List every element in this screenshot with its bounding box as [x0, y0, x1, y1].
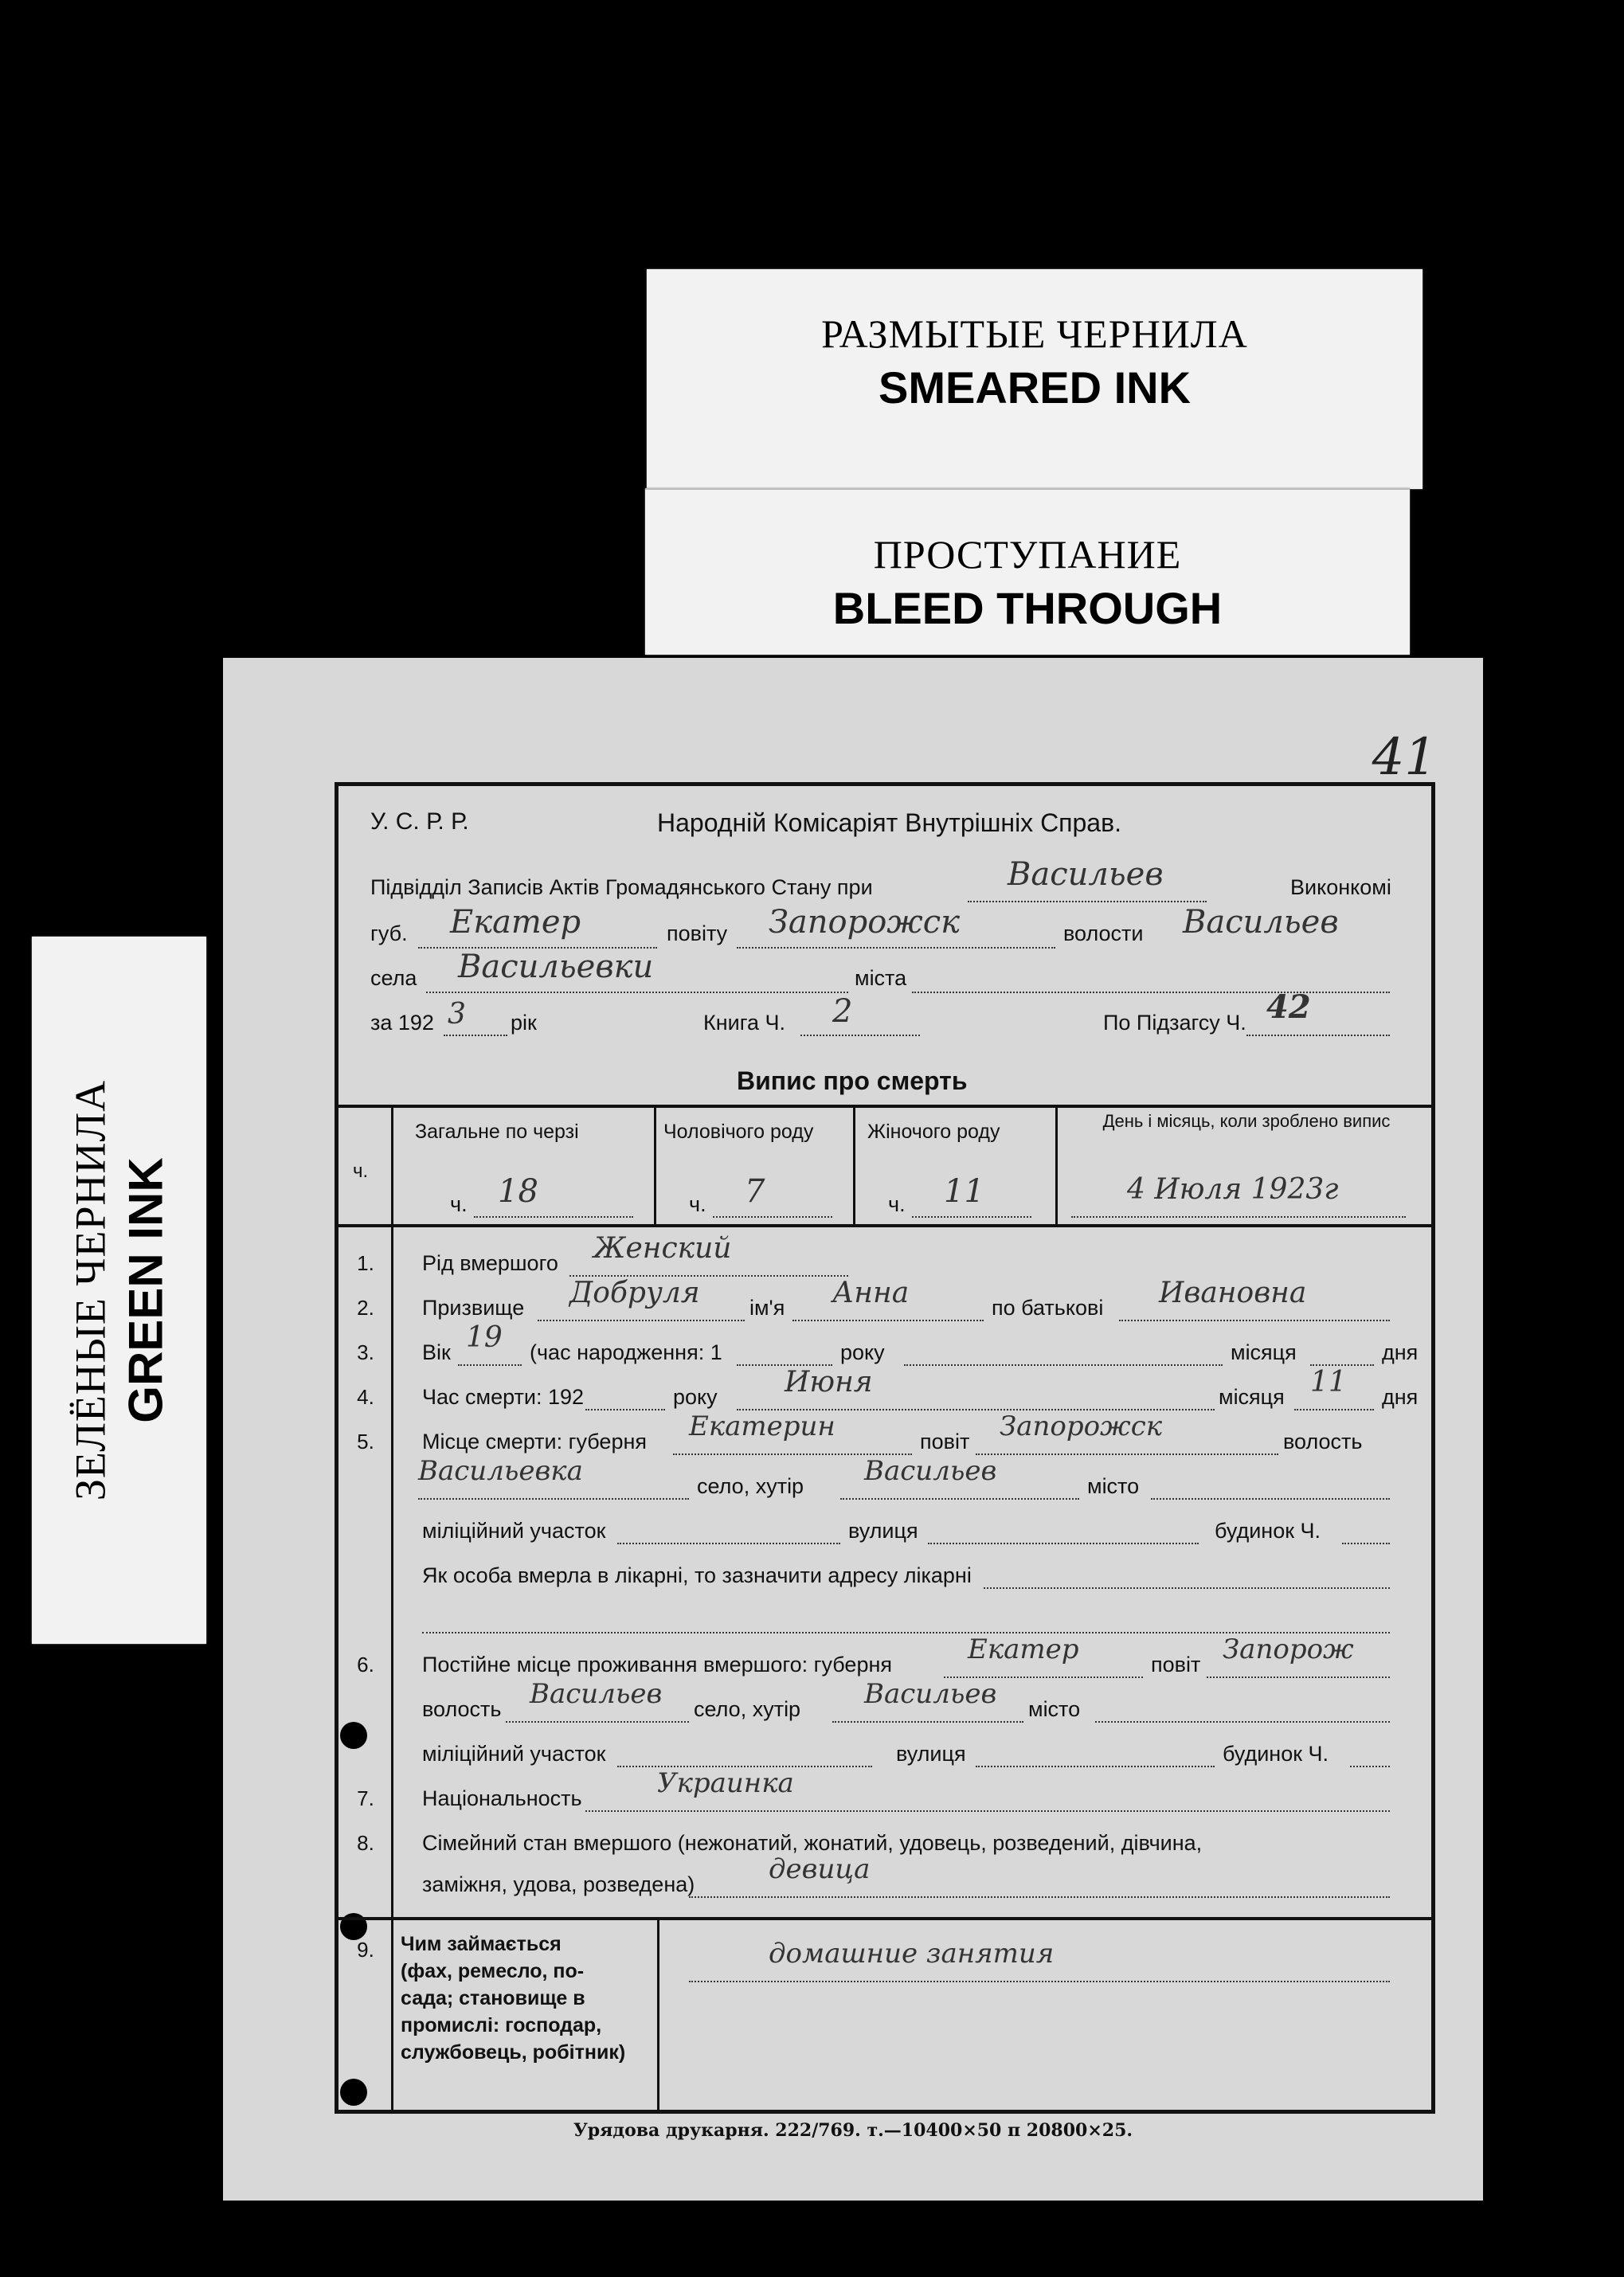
- row5-place-label: Місце смерти: губерня: [422, 1430, 647, 1453]
- female-value: 11: [944, 1173, 984, 1210]
- table-col-date: День і місяць, коли зроблено випис: [1102, 1111, 1391, 1131]
- row6-street-label: вулиця: [896, 1742, 966, 1766]
- form-frame: [335, 782, 1435, 2114]
- volost-label: волости: [1063, 921, 1144, 945]
- row8-marital-label-cont: заміжня, удова, розведена): [422, 1872, 695, 1896]
- selo-value: Васильевки: [458, 949, 654, 985]
- row-number: 4.: [357, 1385, 374, 1409]
- row3-day-label: дня: [1382, 1340, 1419, 1364]
- row5-village-label: село, хутір: [697, 1474, 804, 1498]
- row9-line2: (фах, ремесло, по-: [401, 1960, 585, 1982]
- row4-day-label: дня: [1382, 1385, 1419, 1409]
- row5-city-label: місто: [1087, 1474, 1140, 1498]
- year-digit-value: 3: [448, 998, 466, 1031]
- volost-value: Васильев: [1183, 904, 1339, 941]
- povit-value: Запорожск: [769, 904, 961, 941]
- nationality-value: Украинка: [657, 1767, 794, 1799]
- guberniya-value: Екатер: [450, 904, 581, 941]
- general-ch: ч.: [450, 1192, 468, 1216]
- page-number: 41: [1372, 728, 1437, 787]
- place-povit-value: Запорожск: [1000, 1410, 1163, 1442]
- year-suffix: рік: [511, 1011, 537, 1035]
- form-title: Випис про смерть: [737, 1066, 968, 1095]
- death-record-sheet: [223, 658, 1483, 2201]
- green-ink-label-ru: ЗЕЛЁНЫЕ ЧЕРНИЛА: [66, 1079, 114, 1501]
- death-month-value: Июня: [785, 1366, 873, 1399]
- subrec-label: По Підзагсу Ч.: [1103, 1011, 1246, 1035]
- bleed-through-label-en: BLEED THROUGH: [832, 583, 1223, 633]
- row-number: 1.: [357, 1251, 374, 1275]
- res-povit-value: Запорож: [1223, 1633, 1354, 1665]
- male-ch: ч.: [689, 1192, 706, 1216]
- printer-footer: Урядова друкарня. 222/769. т.—10400×50 п 20800×25.: [573, 2120, 1133, 2141]
- row2-patronymic-label: по батькові: [992, 1296, 1104, 1320]
- bleed-through-label-ru: ПРОСТУПАНИЕ: [873, 532, 1182, 577]
- row9-line3: сада; становище в: [401, 1987, 585, 2009]
- row-number: 3.: [357, 1340, 374, 1364]
- place-volost-value: Васильевка: [418, 1455, 583, 1487]
- row5-povit-label: повіт: [920, 1430, 970, 1453]
- smeared-ink-label-en: SMEARED INK: [878, 362, 1192, 413]
- row8-marital-label: Сімейний стан вмершого (нежонатий, жонатий, удовець, розведений, дівчина,: [422, 1831, 1203, 1855]
- table-col-male: Чоловічого роду: [663, 1121, 814, 1143]
- row4-month-label: місяця: [1219, 1385, 1285, 1409]
- row1-label: Рід вмершого: [422, 1251, 558, 1275]
- row5-house-label: будинок Ч.: [1215, 1519, 1321, 1543]
- occupation-value: домашние занятия: [769, 1938, 1055, 1970]
- name-value: Анна: [832, 1277, 910, 1309]
- row3-month-label: місяця: [1231, 1340, 1297, 1364]
- row-number: 2.: [357, 1296, 374, 1320]
- row6-house-label: будинок Ч.: [1223, 1742, 1329, 1766]
- table-col-female: Жіночого роду: [867, 1121, 1000, 1143]
- row-number: 7.: [357, 1786, 374, 1810]
- smeared-ink-label-ru: РАЗМЫТЫЕ ЧЕРНИЛА: [821, 311, 1248, 356]
- place-gub-value: Екатерин: [689, 1410, 835, 1442]
- kind-value: Женский: [593, 1232, 732, 1265]
- age-value: 19: [466, 1321, 503, 1354]
- general-value: 18: [498, 1173, 538, 1210]
- row3-birth-label: (час народження: 1: [530, 1340, 722, 1364]
- res-volost-value: Васильев: [530, 1678, 663, 1710]
- male-value: 7: [745, 1173, 765, 1210]
- bleed-through-label: [645, 488, 1410, 655]
- row6-residence-label: Постійне місце проживання вмершого: губерня: [422, 1653, 892, 1676]
- row9-line1: Чим займається: [401, 1933, 562, 1955]
- commissariat-title: Народній Комісаріят Внутрішніх Справ.: [657, 808, 1121, 837]
- row5-militia-label: міліційний участок: [422, 1519, 606, 1543]
- res-village-value: Васильев: [864, 1678, 997, 1710]
- republic-label: У. С. Р. Р.: [370, 808, 469, 835]
- marital-value: девица: [769, 1853, 871, 1885]
- subrec-value: 42: [1266, 988, 1311, 1026]
- female-ch: ч.: [888, 1192, 906, 1216]
- executive-label: Виконкомі: [1290, 875, 1391, 899]
- place-village-value: Васильев: [864, 1455, 997, 1487]
- death-day-value: 11: [1310, 1366, 1347, 1399]
- year-label: за 192: [370, 1011, 434, 1035]
- res-gub-value: Екатер: [968, 1633, 1079, 1665]
- row-number: 8.: [357, 1831, 374, 1855]
- row6-povit-label: повіт: [1151, 1653, 1201, 1676]
- green-ink-label-en: GREEN INK: [119, 1157, 172, 1423]
- row5-street-label: вулиця: [848, 1519, 918, 1543]
- selo-label: села: [370, 966, 417, 990]
- table-col-general: Загальне по черзі: [415, 1121, 579, 1143]
- row2-name-label: ім'я: [749, 1296, 785, 1320]
- row9-line5: службовець, робітник): [401, 2041, 626, 2064]
- surname-value: Добруля: [569, 1277, 700, 1309]
- row6-village-label: село, хутір: [694, 1697, 801, 1721]
- povit-label: повіту: [667, 921, 728, 945]
- row5-volost-label: волость: [1283, 1430, 1363, 1453]
- row-number: 9.: [357, 1938, 374, 1962]
- book-label: Книга Ч.: [703, 1011, 785, 1035]
- row6-volost-label: волость: [422, 1697, 502, 1721]
- row2-surname-label: Призвище: [422, 1296, 525, 1320]
- table-col-ch: ч.: [353, 1160, 369, 1182]
- date-made-value: 4 Июля 1923г: [1127, 1173, 1339, 1206]
- row7-nationality-label: Національность: [422, 1786, 582, 1810]
- row3-year-label: року: [840, 1340, 885, 1364]
- row6-militia-label: міліційний участок: [422, 1742, 606, 1766]
- executive-value: Васильев: [1008, 856, 1164, 893]
- book-value: 2: [832, 993, 853, 1030]
- subdept-label: Підвідділ Записів Актів Громадянського Стану при: [370, 875, 873, 899]
- row9-line4: промислі: господар,: [401, 2014, 602, 2036]
- row4-death-time-label: Час смерти: 192: [422, 1385, 585, 1409]
- guberniya-label: губ.: [370, 921, 408, 945]
- green-ink-label: [32, 937, 206, 1644]
- row3-age-label: Вік: [422, 1340, 451, 1364]
- row6-city-label: місто: [1028, 1697, 1081, 1721]
- patronymic-value: Ивановна: [1159, 1277, 1307, 1309]
- smeared-ink-label: [647, 269, 1422, 489]
- row5-hospital-label: Як особа вмерла в лікарні, то зазначити адресу лікарні: [422, 1563, 972, 1587]
- row-number: 6.: [357, 1653, 374, 1676]
- mista-label: міста: [855, 966, 907, 990]
- row-number: 5.: [357, 1430, 374, 1453]
- row4-year-label: року: [673, 1385, 718, 1409]
